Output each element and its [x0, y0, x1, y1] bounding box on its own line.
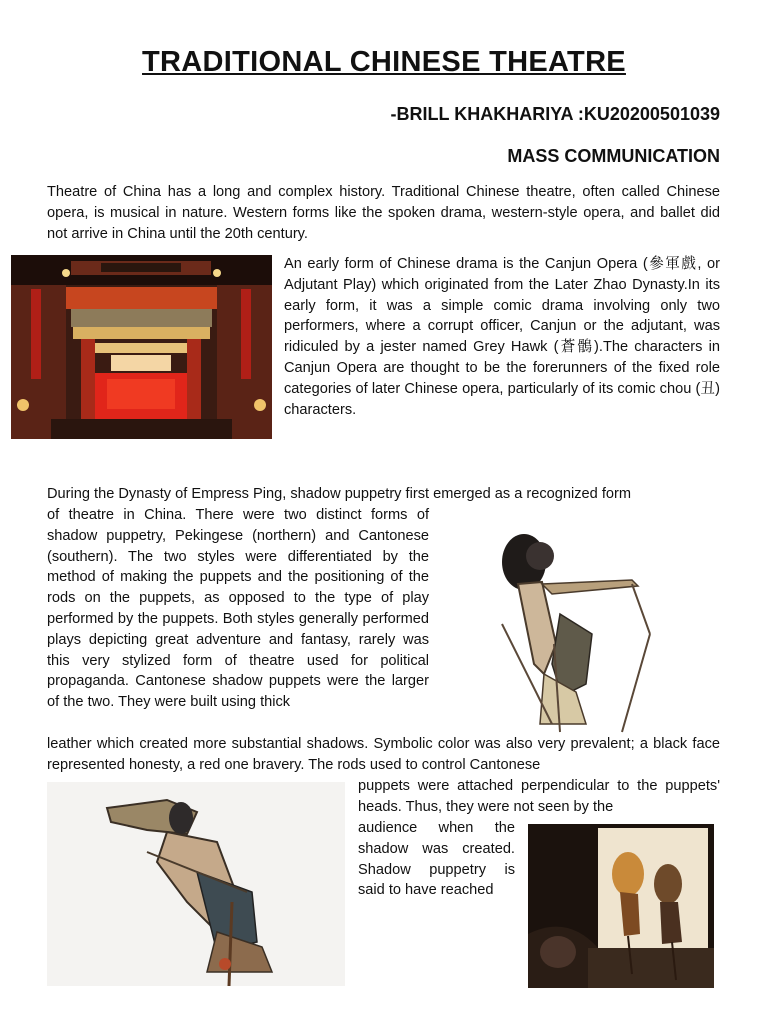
theatre-stage-photo [11, 255, 272, 439]
canjun-paragraph: An early form of Chinese drama is the Canjun Opera (參軍戲, or Adjutant Play) which originated from the Later Zhao Dynasty.In its early form, it was a simple comic drama involving only two performers, where a corrupt officer, Canjun or the adjutant, was ridiculed by a jester named Grey Hawk (蒼鶻).The characters in Canjun Opera are thought to be the forerunners of the fixed role categories of later Chinese opera, particularly of its comic chou (丑) characters. [284, 256, 720, 418]
shadow-puppet-photo-1 [482, 524, 672, 734]
page-title: TRADITIONAL CHINESE THEATRE [142, 46, 626, 78]
shadow-paragraph-narrow-column: audience when the shadow was created. Shadow puppetry is said to have reached [358, 820, 515, 899]
shadow-paragraph-first-line: During the Dynasty of Empress Ping, shadow puppetry first emerged as a recognized form [47, 486, 632, 502]
shadow-paragraph-middle-lines: puppets were attached perpendicular to the puppets' heads. Thus, they were not seen by the [358, 778, 720, 815]
department-line: MASS COMMUNICATION [507, 146, 720, 166]
shadow-show-photo [528, 824, 714, 988]
shadow-paragraph-full-lines: leather which created more substantial shadows. Symbolic color was also very prevalent; a black face represented honesty, a red one bravery. The rods used to control Cantonese [47, 736, 720, 773]
shadow-puppet-photo-2 [47, 782, 345, 986]
shadow-paragraph-left-column: of theatre in China. There were two distinct forms of shadow puppetry, Pekingese (northern) and Cantonese (southern). The two styles were differentiated by the method of making the puppets and the positioning of the rods on the puppets, as opposed to the type of play performed by the puppets. Both styles generally performed plays depicting great adventure and fantasy, rarely was this very stylized form of theatre used for political propaganda. Cantonese shadow puppets were the larger of the two. They were built using thick [47, 507, 429, 711]
intro-paragraph: Theatre of China has a long and complex history. Traditional Chinese theatre, often called Chinese opera, is musical in nature. Western forms like the spoken drama, western-style opera, and ballet did not arrive in China until the 20th century. [47, 184, 720, 242]
author-line: -BRILL KHAKHARIYA :KU20200501039 [390, 104, 720, 124]
